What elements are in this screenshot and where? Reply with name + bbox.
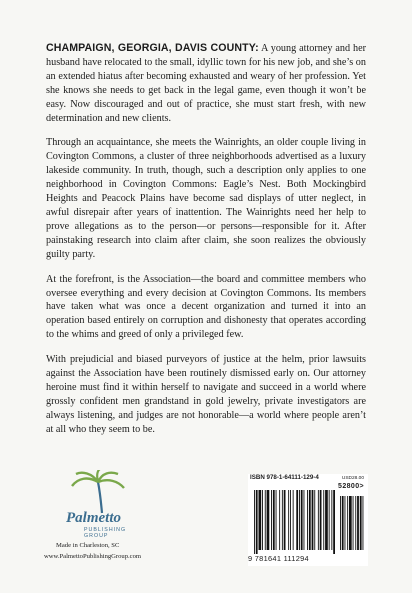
palmetto-logo	[58, 470, 138, 539]
price-code: USD28.00	[341, 476, 364, 481]
palm-tree-icon	[58, 470, 138, 514]
isbn-text: ISBN 978-1-64111-129-4	[250, 474, 319, 481]
publisher-block	[44, 470, 170, 570]
logo-wordmark: Palmetto	[66, 510, 121, 526]
barcode-bars	[248, 484, 368, 554]
barcode-digits: 9 781641 111294	[248, 554, 309, 563]
back-cover-blurb	[46, 42, 366, 448]
price-addon-code: 52800>	[338, 483, 364, 490]
blurb-paragraph-1	[46, 42, 366, 125]
blurb-paragraph-2: Through an acquaintance, she meets the Wainrights, an older couple living in Covington Commons, a cluster of three neighborhoods advertised as a luxury lakeside community. In truth, though, such a description only applies to one neighborhood in Covington Commons: Eagle’s Nest. Both Mockingbird Heights and Peacock Plains have become sad displays of utter neglect, in awful disrepair after years of inattention. The Wainrights need her help to prove allegations as to the person—or persons—responsible for it. After painstaking research into claim after claim, she soon realizes the obviously guilty party.	[46, 137, 366, 260]
isbn-barcode	[248, 474, 368, 566]
blurb-p1-text: A young attorney and her husband have relocated to the small, idyllic town for his new job, and she’s on an extended hiatus after becoming exhausted and weary of her profession. Yet she knows she needs to get back in the legal game, even though it won’t be easy. Now discouraged and out of practice, she must start fresh, with new determination and new clients.	[46, 43, 366, 124]
publisher-website[interactable]: www.PalmettoPublishingGroup.com	[44, 553, 142, 560]
blurb-lead: CHAMPAIGN, GEORGIA, DAVIS COUNTY:	[46, 42, 259, 54]
blurb-paragraph-4: With prejudicial and biased purveyors of justice at the helm, prior lawsuits against the Association have been routinely dismissed early on. Our attorney heroine must find it within herself to navigate and succeed in a world where grossly confident men grandstand in gold jewelry, private investigators are always listening, and judges are not honorable—a world where people aren’t at all who they seem to be.	[46, 354, 366, 435]
logo-subtitle: PUBLISHING GROUP	[84, 527, 127, 539]
blurb-paragraph-3: At the forefront, is the Association—the board and committee members who oversee everything and every decision at Covington Commons. Its members have taken what was once a decent organization and turned it into an operation based entirely on corruption and dishonesty that operates according to the whims and greed of only a privileged few.	[46, 273, 366, 341]
made-in-text: Made in Charleston, SC	[56, 542, 120, 549]
